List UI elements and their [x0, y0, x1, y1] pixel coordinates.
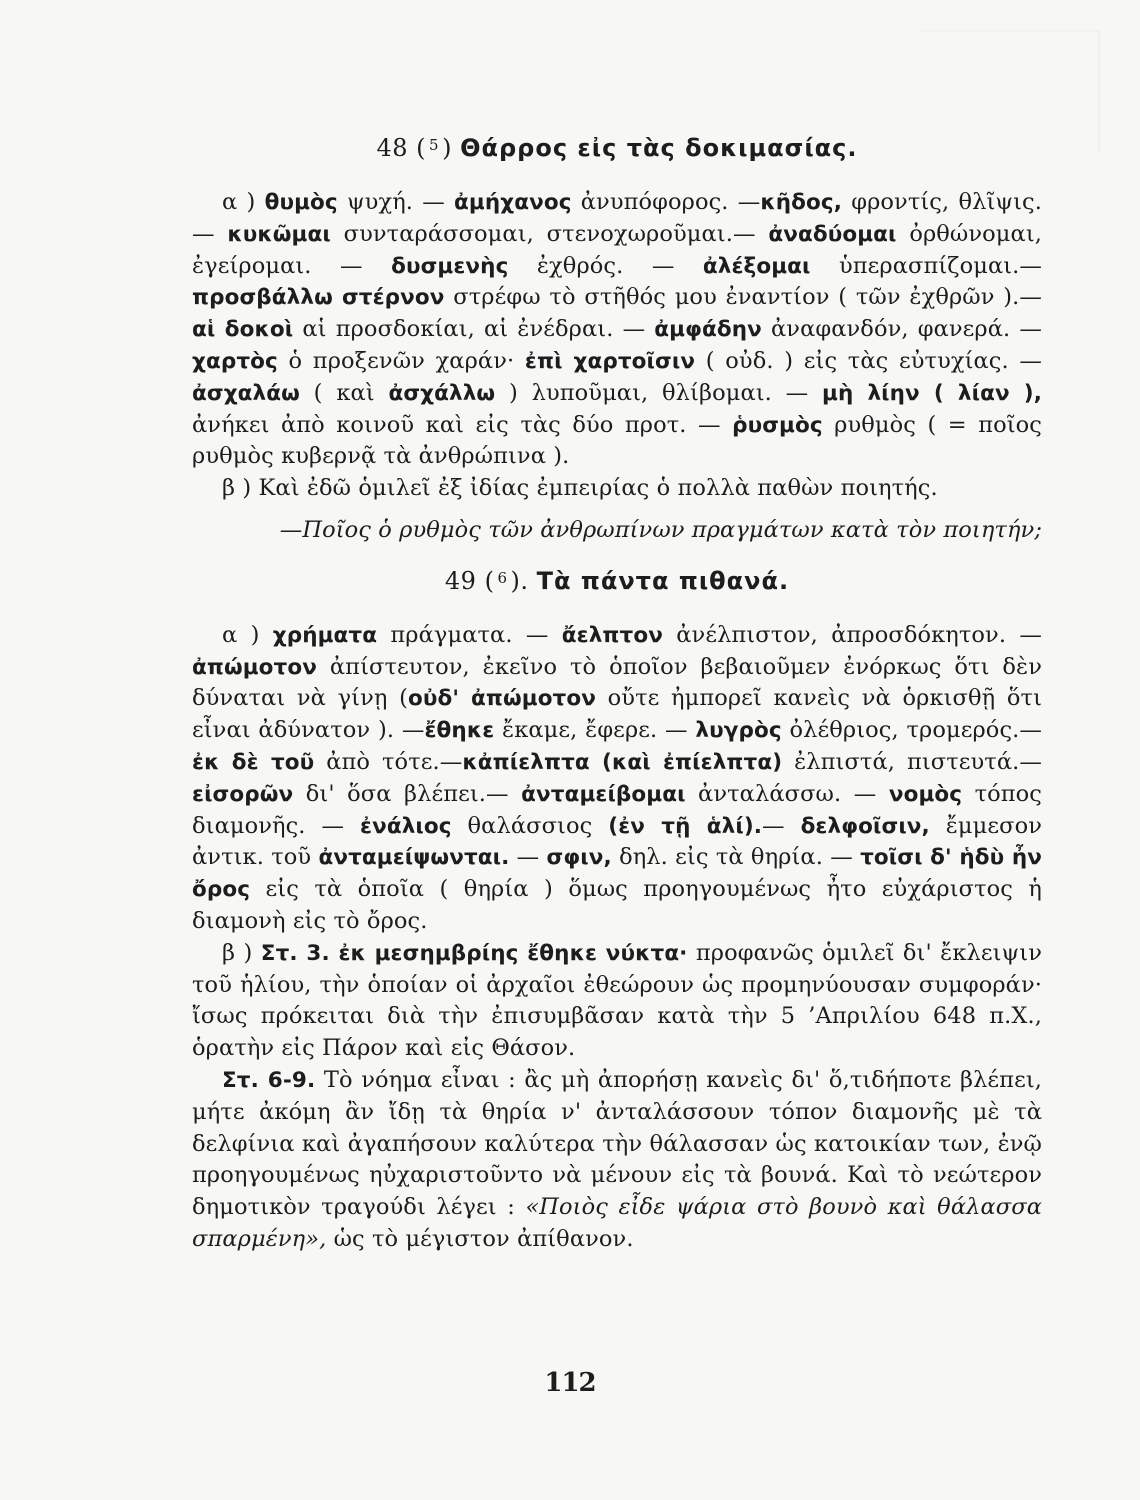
glossary-term: ἔθηκε	[424, 718, 495, 744]
gloss-text: α )	[222, 621, 273, 648]
section-48-footnote-ref: 5	[429, 136, 440, 154]
gloss-text: αἱ προσδοκίαι, αἱ ἐνέδραι. —	[293, 316, 655, 343]
glossary-term: ἀναδύομαι	[768, 221, 897, 247]
glossary-term: ῥυσμὸς	[732, 412, 823, 438]
glossary-term: νομὸς	[888, 781, 963, 807]
glossary-term: αἱ δοκοὶ	[192, 317, 294, 343]
quoted-verse: «Ποιὸς εἶδε ψάρια στὸ βουνὸ καὶ θάλασσα σπαρμένη»,	[192, 1194, 1042, 1252]
gloss-text: συνταράσσομαι, στενοχωροῦμαι.—	[330, 220, 769, 247]
section-48-glossary	[192, 187, 1042, 473]
gloss-text: ἐχθρός. —	[508, 252, 703, 279]
gloss-text: ἀνήκει ἀπὸ κοινοῦ καὶ εἰς τὰς δύο προτ. —	[192, 411, 733, 438]
gloss-text: θαλάσσιος	[451, 812, 609, 839]
glossary-term: ἐκ δὲ τοῦ	[192, 749, 315, 775]
gloss-text: ρυθμὸς ( = ποῖος ρυθμὸς κυβερνᾷ τὰ ἀνθρώπινα ).	[192, 411, 1043, 470]
glossary-term: χαρτὸς	[192, 348, 278, 374]
gloss-text: β )	[222, 939, 261, 966]
glossary-term: ἀνταμείψωνται.	[318, 845, 510, 871]
gloss-text: δι' ὅσα βλέπει.—	[293, 780, 522, 807]
glossary-term: μὴ λίην ( λίαν ),	[822, 380, 1043, 406]
gloss-text: α )	[222, 189, 265, 215]
gloss-text: ὡς τὸ μέγιστον ἀπίθανον.	[326, 1225, 634, 1252]
glossary-term: χρήματα	[272, 622, 378, 648]
glossary-term: Στ. 3. ἐκ μεσημβρίης ἔθηκε νύκτα·	[260, 940, 688, 966]
gloss-text: ἐλπιστά, πιστευτά.—	[782, 748, 1042, 775]
glossary-term: ἀσχαλάω	[192, 380, 300, 406]
section-49-title: Τὰ πάντα πιθανά.	[536, 566, 790, 595]
gloss-text: ὁ προξενῶν χαράν·	[277, 347, 525, 374]
gloss-text: στρέφω τὸ στῆθός μου ἐναντίον ( τῶν ἐχθρῶν ).—	[444, 284, 1042, 311]
page-text	[192, 128, 1042, 1256]
gloss-text: ἀνταλάσσω. —	[685, 780, 889, 807]
gloss-text: ἀπὸ τότε.—	[314, 748, 463, 775]
section-48-title: Θάρρος εἰς τὰς δοκιμασίας.	[460, 134, 858, 162]
section-48-question: —Ποῖος ὁ ρυθμὸς τῶν ἀνθρωπίνων πραγμάτων κατὰ τὸν ποιητήν;	[279, 516, 1042, 543]
glossary-term: ἀσχάλλω	[388, 380, 496, 406]
section-48-comment: β ) Καὶ ἐδῶ ὁμιλεῖ ἐξ ἰδίας ἐμπειρίας ὁ πολλὰ παθὼν ποιητής.	[222, 475, 938, 502]
glossary-term: (ἐν τῇ ἁλί).	[608, 813, 763, 839]
section-48-heading: 48 ( $^5$ ) Θάρρος εἰς τὰς δοκιμασίας.	[376, 134, 858, 162]
gloss-text: πράγματα. —	[377, 621, 562, 648]
glossary-term: ἀνταμείβομαι	[521, 781, 686, 807]
glossary-term: Στ. 6-9.	[222, 1067, 316, 1093]
section-49-glossary	[192, 620, 1042, 938]
gloss-text: ( οὐδ. ) εἰς τὰς εὐτυχίας. —	[695, 347, 1042, 374]
glossary-term: ἀμφάδην	[654, 317, 762, 343]
gloss-text: προφανῶς ὁμιλεῖ δι' ἔκλειψιν τοῦ ἡλίου, τὴν ὁποίαν οἱ ἀρχαῖοι ἐθεώρουν ὡς προμηνύουσαν συμφοράν· ἴσως πρόκειται διὰ τὴν ἐπισυμβᾶσαν κατὰ τὴν 5 ’Απριλίου 648 π.Χ., ὁρατὴν εἰς Πάρον καὶ εἰς Θάσον.	[192, 939, 1042, 1062]
gloss-text: φροντίς, θλῖψις. —	[192, 189, 1042, 247]
gloss-text: ( καὶ	[299, 379, 389, 406]
section-49-footnote-ref: 6	[497, 568, 508, 587]
gloss-text: ὀλέθριος, τρομερός.—	[781, 717, 1043, 744]
gloss-text: ὑπερασπίζομαι.—	[810, 252, 1043, 279]
glossary-term: ἐπὶ χαρτοῖσιν	[524, 348, 696, 374]
section-49-heading: 49 ( $^6$ ). Τὰ πάντα πιθανά.	[444, 566, 790, 595]
gloss-text: εἰς τὰ ὁποῖα ( θηρία ) ὅμως προηγουμένως ἦτο εὐχάριστος ἡ διαμονὴ εἰς τὸ ὄρος.	[192, 876, 1042, 934]
glossary-term: προσβάλλω στέρνον	[192, 285, 445, 311]
section-49-number: 49	[444, 566, 477, 595]
glossary-term: εἰσορῶν	[192, 781, 294, 807]
gloss-text: —	[509, 844, 547, 871]
glossary-term: ἐνάλιος	[360, 813, 452, 839]
section-49-comment	[192, 938, 1042, 1065]
glossary-term: ἀλέξομαι	[702, 253, 811, 279]
glossary-term: τοῖσι δ' ἡδὺ ἦν ὄρος	[192, 845, 1042, 903]
glossary-term: δυσμενὴς	[391, 253, 509, 279]
glossary-term: ἀμήχανος	[454, 190, 572, 215]
glossary-term: θυμὸς	[264, 190, 338, 215]
gloss-text: —	[762, 812, 801, 839]
gloss-text: ἀνέλπιστον, ἀπροσδόκητον. —	[662, 621, 1042, 648]
section-48-number: 48	[376, 134, 409, 162]
gloss-text: Τὸ νόημα εἶναι : ἂς μὴ ἀπορήσῃ κανεὶς δι' ὅ,τιδήποτε βλέπει, μήτε ἀκόμη ἂν ἴδῃ τὰ θηρία ν' ἀνταλάσσουν τόπον διαμονῆς μὲ τὰ δελφίνια καὶ ἀγαπήσουν καλύτερα τὴν θάλασσαν ὡς κατοικίαν των, ἐνῷ προηγουμένως ηὐχαριστοῦντο νὰ μένουν εἰς τὰ βουνά. Καὶ τὸ νεώτερον δημοτικὸν τραγούδι λέγει :	[192, 1066, 1043, 1221]
gloss-text: ἀνυπόφορος. —	[571, 189, 761, 215]
gloss-text: δηλ. εἰς τὰ θηρία. —	[611, 844, 861, 871]
glossary-term: σφιν,	[546, 845, 612, 871]
glossary-term: κυκῶμαι	[227, 221, 331, 247]
section-49-verse-note	[192, 1065, 1042, 1256]
gloss-text: ψυχή. —	[337, 189, 455, 215]
gloss-text: ἔκαμε, ἔφερε. —	[494, 717, 696, 744]
glossary-term: οὐδ' ἀπώμοτον	[407, 686, 596, 712]
gloss-text: ὀρθώνομαι, ἐγείρομαι. —	[192, 220, 1042, 279]
gloss-text: ) λυποῦμαι, θλίβομαι. —	[495, 379, 823, 406]
gloss-text: οὔτε ἠμπορεῖ κανεὶς νὰ ὁρκισθῇ ὅτι εἶναι ἀδύνατον ). —	[192, 685, 1042, 744]
gloss-text: ἔμμεσον ἀντικ. τοῦ	[192, 812, 1043, 871]
gloss-text: τόπος διαμονῆς. —	[192, 780, 1043, 839]
glossary-term: ἄελπτον	[561, 622, 663, 648]
glossary-term: ἀπώμοτον	[192, 654, 317, 680]
gloss-text: ἀπίστευτον, ἐκεῖνο τὸ ὁποῖον βεβαιοῦμεν ἐνόρκως ὅτι δὲν δύναται νὰ γίνῃ (	[192, 653, 1042, 712]
gloss-text: ἀναφανδόν, φανερά. —	[761, 316, 1042, 343]
glossary-term: δελφοῖσιν,	[800, 813, 930, 839]
page-number: 112	[544, 1368, 596, 1398]
glossary-term: κῆδος,	[760, 190, 843, 215]
glossary-term: λυγρὸς	[695, 718, 782, 744]
glossary-term: κἀπίελπτα (καὶ ἐπίελπτα)	[462, 749, 783, 775]
